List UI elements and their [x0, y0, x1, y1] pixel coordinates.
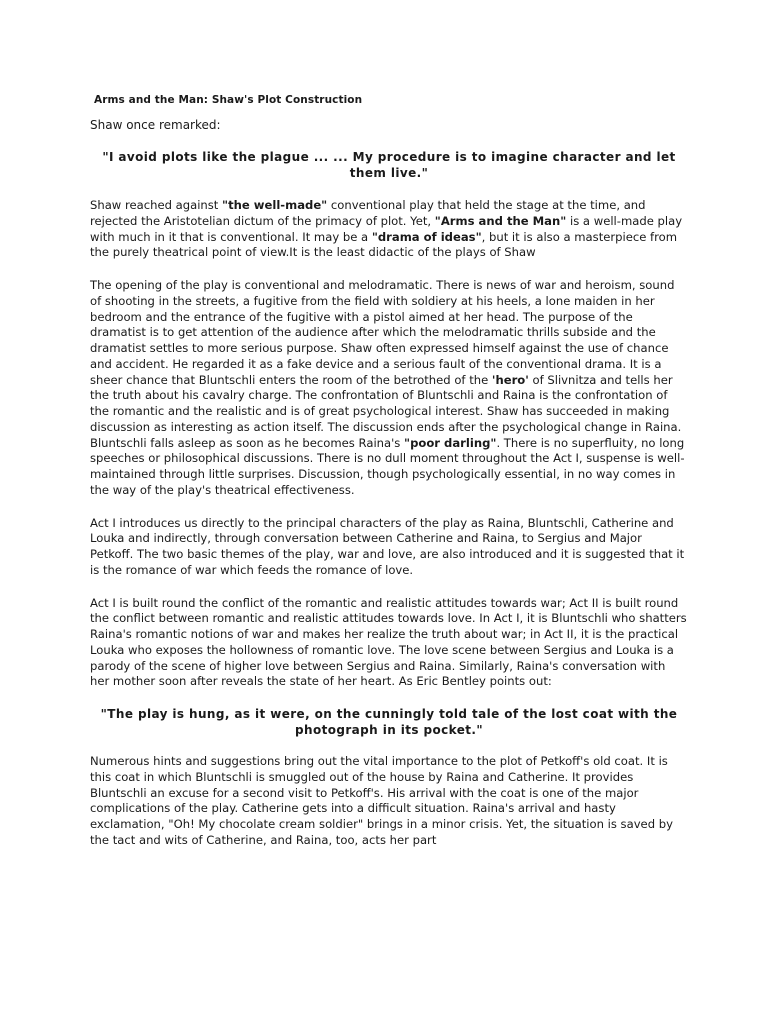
text-run: Shaw reached against: [90, 198, 223, 212]
document-title: Arms and the Man: Shaw's Plot Construction: [94, 94, 363, 106]
text-run: The opening of the play is conventional and melodramatic. There is news of war and heroism, sound of shooting in the streets, a fugitive from the field with soldiery at his heels, a lone maiden in her bedroom and the entrance of the fugitive with a pistol aimed at her head. The purpose of the dramatist is to get attention of the audience after which the melodramatic thrills subside and the dramatist settles to more serious purpose. Shaw often expressed himself against the use of chance and accident. He regarded it as a fake device and a serious fault of the conventional drama. It is a sheer chance that Bluntschli enters the room of the betrothed of the: [90, 278, 675, 387]
paragraph-act-one-characters: Act I introduces us directly to the principal characters of the play as Raina, Bluntschli, Catherine and Louka and indirectly, through conversation between Catherine and Raina, to Sergius and Major Petkoff. The two basic themes of the play, war and love, are also introduced and it is suggested that it is the romance of war which feeds the romance of love.: [90, 515, 685, 577]
text-run: , but it is also a masterpiece from the purely theatrical point of view.It is the least didactic of the plays of Shaw: [90, 229, 678, 260]
text-run: . There is no superfluity, no long speeches or philosophical discussions. There is no dull moment throughout the Act I, suspense is well-maintained through little surprises. Discussion, though psychologically essential, in no way comes in the way of the play's theatrical effectiveness.: [90, 435, 685, 497]
emphasized-phrase: "drama of ideas": [371, 229, 482, 244]
emphasized-phrase: "poor darling": [404, 435, 497, 450]
shaw-quote: "I avoid plots like the plague ... ... My procedure is to imagine character and let them live.": [102, 150, 676, 180]
paragraph-romantic-realistic: Act I is built round the conflict of the romantic and realistic attitudes towards war; Act II is built round the conflict between romantic and realistic attitudes towards love. In Act I, it is Bluntschli who shatters Raina's romantic notions of war and makes her realize the truth about war; in Act II, it is the practical Louka who exposes the hollowness of romantic love. The love scene between Sergius and Louka is a parody of the scene of higher love between Sergius and Raina. Similarly, Raina's conversation with her mother soon after reveals the state of her heart. As Eric Bentley points out:: [90, 595, 687, 689]
text-run: of Slivnitza and tells her the truth about his cavalry charge. The confrontation of Bluntschli and Raina is the confrontation of the romantic and the realistic and is of great psychological interest. Shaw has succeeded in making discussion as interesting as action itself. The discussion ends after the psychological change in Raina. Bluntschli falls asleep as soon as he becomes Raina's: [90, 372, 682, 450]
paragraph-well-made-play: [90, 198, 688, 261]
emphasized-phrase: 'hero': [491, 372, 529, 387]
text-run: is a well-made play with much in it that is conventional. It may be a: [90, 213, 683, 244]
paragraph-petkoff-coat: Numerous hints and suggestions bring out the vital importance to the plot of Petkoff's old coat. It is this coat in which Bluntschli is smuggled out of the house by Raina and Catherine. It provides Bluntschli an excuse for a second visit to Petkoff's. His arrival with the coat is one of the major complications of the play. Catherine gets into a difficult situation. Raina's arrival and hasty exclamation, "Oh! My chocolate cream soldier" brings in a minor crisis. Yet, the situation is saved by the tact and wits of Catherine, and Raina, too, acts her part: [90, 754, 673, 847]
text-run: conventional play that held the stage at the time, and rejected the Aristotelian dictum of the primacy of plot. Yet,: [90, 198, 646, 228]
emphasized-phrase: "the well-made": [222, 198, 328, 212]
bentley-quote: "The play is hung, as it were, on the cunningly told tale of the lost coat with the photograph in its pocket.": [100, 707, 678, 737]
paragraph-opening-of-play: [90, 278, 688, 499]
emphasized-phrase: "Arms and the Man": [434, 213, 567, 228]
lead-line: Shaw once remarked:: [90, 118, 221, 132]
